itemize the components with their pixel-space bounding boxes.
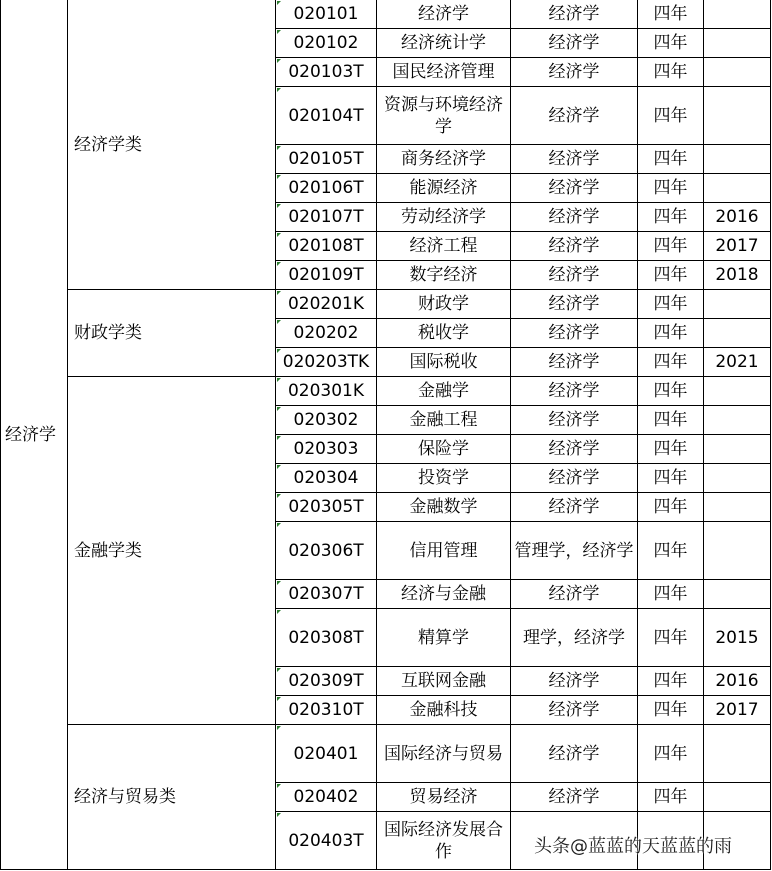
duration-cell: 四年: [638, 145, 704, 174]
degree-cell: 经济学: [511, 725, 638, 783]
duration-cell: 四年: [638, 609, 704, 667]
major-code-cell: 020103T: [276, 58, 377, 87]
watermark: 头条@蓝蓝的天蓝蓝的雨: [534, 836, 732, 857]
degree-cell: 经济学: [511, 406, 638, 435]
major-name-cell: 经济工程: [377, 232, 511, 261]
major-name-cell: 金融工程: [377, 406, 511, 435]
major-name-cell: 保险学: [377, 435, 511, 464]
major-name-cell: 国际税收: [377, 348, 511, 377]
duration-cell: 四年: [638, 58, 704, 87]
major-code-cell: 020305T: [276, 493, 377, 522]
major-name-cell: 贸易经济: [377, 783, 511, 812]
duration-cell: 四年: [638, 522, 704, 580]
major-code-cell: 020108T: [276, 232, 377, 261]
major-name-cell: 金融学: [377, 377, 511, 406]
year-added-cell: 2017: [704, 696, 771, 725]
year-added-cell: [704, 493, 771, 522]
degree-cell: 经济学: [511, 580, 638, 609]
degree-cell: 经济学: [511, 29, 638, 58]
major-name-cell: 金融科技: [377, 696, 511, 725]
major-name-cell: 劳动经济学: [377, 203, 511, 232]
year-added-cell: [704, 0, 771, 29]
duration-cell: 四年: [638, 348, 704, 377]
year-added-cell: [704, 29, 771, 58]
year-added-cell: [704, 435, 771, 464]
degree-cell: 经济学: [511, 348, 638, 377]
major-code-cell: 020310T: [276, 696, 377, 725]
table-row: [1, 0, 771, 29]
degree-cell: 经济学: [511, 232, 638, 261]
major-name-cell: 投资学: [377, 464, 511, 493]
degree-cell: 经济学: [511, 696, 638, 725]
degree-cell: 经济学: [511, 493, 638, 522]
major-name-cell: 信用管理: [377, 522, 511, 580]
year-added-cell: [704, 319, 771, 348]
year-added-cell: [704, 145, 771, 174]
major-code-cell: 020304: [276, 464, 377, 493]
year-added-cell: [704, 783, 771, 812]
major-code-cell: 020102: [276, 29, 377, 58]
year-added-cell: [704, 377, 771, 406]
major-name-cell: 资源与环境经济学: [377, 87, 511, 145]
degree-cell: 经济学: [511, 87, 638, 145]
year-added-cell: [704, 725, 771, 783]
year-added-cell: 2018: [704, 261, 771, 290]
duration-cell: 四年: [638, 232, 704, 261]
major-name-cell: 经济学: [377, 0, 511, 29]
major-code-cell: 020302: [276, 406, 377, 435]
major-name-cell: 国民经济管理: [377, 58, 511, 87]
major-name-cell: 数字经济: [377, 261, 511, 290]
major-name-cell: 经济与金融: [377, 580, 511, 609]
duration-cell: 四年: [638, 377, 704, 406]
duration-cell: 四年: [638, 261, 704, 290]
major-code-cell: 020106T: [276, 174, 377, 203]
duration-cell: 四年: [638, 725, 704, 783]
duration-cell: 四年: [638, 87, 704, 145]
degree-cell: 经济学: [511, 145, 638, 174]
table-row: [1, 377, 771, 406]
year-added-cell: 2016: [704, 203, 771, 232]
duration-cell: 四年: [638, 290, 704, 319]
duration-cell: 四年: [638, 493, 704, 522]
major-code-cell: 020401: [276, 725, 377, 783]
major-code-cell: 020105T: [276, 145, 377, 174]
duration-cell: 四年: [638, 464, 704, 493]
degree-cell: 经济学: [511, 783, 638, 812]
duration-cell: 四年: [638, 174, 704, 203]
degree-cell: 经济学: [511, 174, 638, 203]
degree-cell: 经济学: [511, 435, 638, 464]
duration-cell: 四年: [638, 667, 704, 696]
category-cell: 金融学类: [68, 377, 276, 725]
category-cell: 财政学类: [68, 290, 276, 377]
major-code-cell: 020301K: [276, 377, 377, 406]
duration-cell: 四年: [638, 783, 704, 812]
major-name-cell: 经济统计学: [377, 29, 511, 58]
duration-cell: 四年: [638, 435, 704, 464]
duration-cell: 四年: [638, 203, 704, 232]
major-name-cell: 能源经济: [377, 174, 511, 203]
year-added-cell: [704, 87, 771, 145]
major-name-cell: 商务经济学: [377, 145, 511, 174]
year-added-cell: [704, 464, 771, 493]
degree-cell: 经济学: [511, 319, 638, 348]
duration-cell: 四年: [638, 406, 704, 435]
degree-cell: 经济学: [511, 0, 638, 29]
discipline-cell: 经济学: [1, 0, 68, 870]
duration-cell: 四年: [638, 696, 704, 725]
year-added-cell: [704, 290, 771, 319]
degree-cell: 经济学: [511, 261, 638, 290]
degree-cell: 管理学，经济学: [511, 522, 638, 580]
duration-cell: 四年: [638, 29, 704, 58]
major-name-cell: 精算学: [377, 609, 511, 667]
category-cell: 经济与贸易类: [68, 725, 276, 870]
major-code-cell: 020303: [276, 435, 377, 464]
category-cell: 经济学类: [68, 0, 276, 290]
major-code-cell: 020308T: [276, 609, 377, 667]
major-code-cell: 020402: [276, 783, 377, 812]
major-code-cell: 020306T: [276, 522, 377, 580]
year-added-cell: 2015: [704, 609, 771, 667]
year-added-cell: 2017: [704, 232, 771, 261]
year-added-cell: 2021: [704, 348, 771, 377]
major-name-cell: 税收学: [377, 319, 511, 348]
degree-cell: 经济学: [511, 290, 638, 319]
year-added-cell: [704, 580, 771, 609]
table-row: [1, 725, 771, 783]
major-code-cell: 020307T: [276, 580, 377, 609]
major-name-cell: 国际经济发展合作: [377, 812, 511, 870]
duration-cell: 四年: [638, 319, 704, 348]
degree-cell: 经济学: [511, 377, 638, 406]
major-code-cell: 020107T: [276, 203, 377, 232]
major-code-cell: 020309T: [276, 667, 377, 696]
major-code-cell: 020101: [276, 0, 377, 29]
degree-cell: 经济学: [511, 203, 638, 232]
major-code-cell: 020201K: [276, 290, 377, 319]
year-added-cell: [704, 174, 771, 203]
table-row: [1, 290, 771, 319]
major-code-cell: 020203TK: [276, 348, 377, 377]
major-name-cell: 互联网金融: [377, 667, 511, 696]
degree-cell: 经济学: [511, 667, 638, 696]
degree-cell: 经济学: [511, 58, 638, 87]
major-name-cell: 国际经济与贸易: [377, 725, 511, 783]
year-added-cell: [704, 522, 771, 580]
degree-cell: 经济学: [511, 464, 638, 493]
major-name-cell: 金融数学: [377, 493, 511, 522]
duration-cell: 四年: [638, 0, 704, 29]
degree-cell: 理学，经济学: [511, 609, 638, 667]
major-code-cell: 020104T: [276, 87, 377, 145]
major-name-cell: 财政学: [377, 290, 511, 319]
duration-cell: 四年: [638, 580, 704, 609]
major-code-cell: 020109T: [276, 261, 377, 290]
year-added-cell: [704, 58, 771, 87]
year-added-cell: 2016: [704, 667, 771, 696]
major-code-cell: 020403T: [276, 812, 377, 870]
major-code-cell: 020202: [276, 319, 377, 348]
year-added-cell: [704, 406, 771, 435]
